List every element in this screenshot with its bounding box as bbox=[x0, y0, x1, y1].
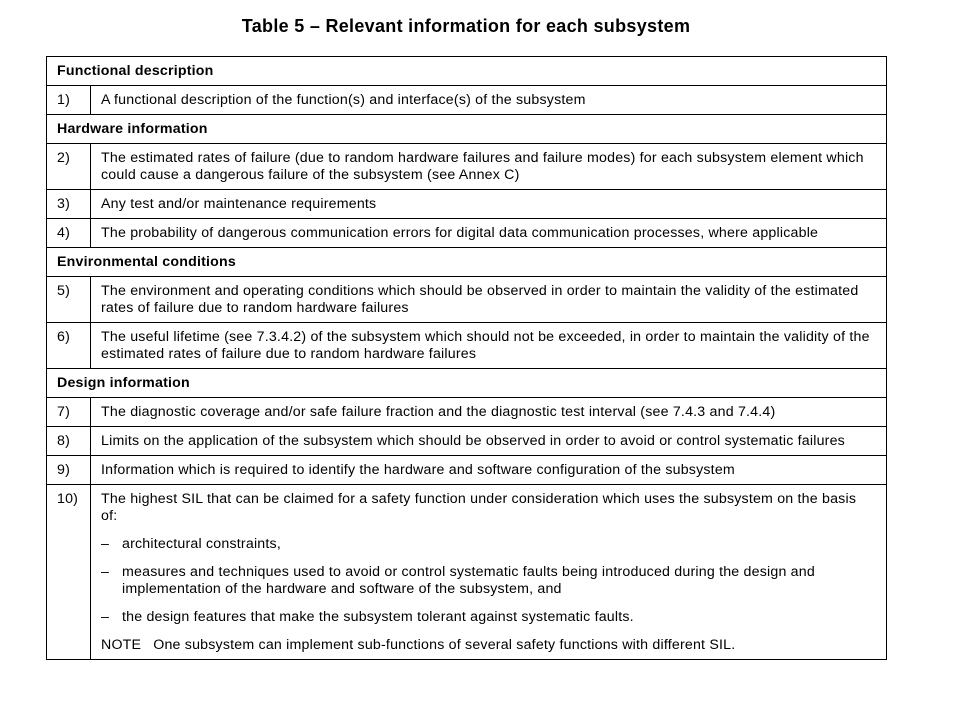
item-description: The diagnostic coverage and/or safe failure fraction and the diagnostic test interval (see 7.4.3 and 7.4.4) bbox=[91, 398, 887, 427]
table-caption: Table 5 – Relevant information for each subsystem bbox=[241, 16, 691, 36]
item-description: The environment and operating conditions which should be observed in order to maintain the validity of the estimated rates of failure due to random hardware failures bbox=[91, 277, 887, 323]
table-row bbox=[47, 456, 887, 485]
item-number: 9) bbox=[47, 456, 91, 485]
item-description: The probability of dangerous communication errors for digital data communication processes, where applicable bbox=[91, 219, 887, 248]
item-number: 4) bbox=[47, 219, 91, 248]
table-row bbox=[47, 190, 887, 219]
list-item-text: architectural constraints, bbox=[122, 536, 281, 552]
item-description: The estimated rates of failure (due to random hardware failures and failure modes) for each subsystem element which could cause a dangerous failure of the subsystem (see Annex C) bbox=[91, 144, 887, 190]
item-number: 3) bbox=[47, 190, 91, 219]
section-header-row bbox=[47, 115, 887, 144]
table-row bbox=[47, 323, 887, 369]
section-heading-design: Design information bbox=[47, 369, 887, 398]
item-description: The useful lifetime (see 7.3.4.2) of the subsystem which should not be exceeded, in order to maintain the validity of the estimated rates of failure due to random hardware failures bbox=[91, 323, 887, 369]
item-number: 7) bbox=[47, 398, 91, 427]
item-number: 2) bbox=[47, 144, 91, 190]
section-heading-functional: Functional description bbox=[47, 57, 887, 86]
list-item bbox=[101, 564, 876, 598]
table-row bbox=[47, 277, 887, 323]
section-header-row bbox=[47, 248, 887, 277]
item-number: 8) bbox=[47, 427, 91, 456]
table-row bbox=[47, 86, 887, 115]
table-row bbox=[47, 144, 887, 190]
table-row bbox=[47, 427, 887, 456]
item-intro-text: The highest SIL that can be claimed for a safety function under consideration which uses the subsystem on the basis of: bbox=[101, 491, 857, 524]
list-item-text: measures and techniques used to avoid or control systematic faults being introduced during the design and implementation of the hardware and software of the subsystem, and bbox=[122, 564, 815, 597]
section-heading-environmental: Environmental conditions bbox=[47, 248, 887, 277]
table-row bbox=[47, 219, 887, 248]
dash-marker: – bbox=[101, 564, 110, 580]
dash-marker: – bbox=[101, 609, 110, 625]
item-description: Information which is required to identify the hardware and software configuration of the subsystem bbox=[91, 456, 887, 485]
list-item-text: the design features that make the subsystem tolerant against systematic faults. bbox=[122, 609, 634, 625]
subsystem-info-table bbox=[46, 56, 887, 660]
note bbox=[101, 637, 876, 654]
table-row bbox=[47, 485, 887, 660]
dash-marker: – bbox=[101, 536, 110, 552]
item-description bbox=[91, 485, 887, 660]
item-number: 10) bbox=[47, 485, 91, 660]
item-description: Any test and/or maintenance requirements bbox=[91, 190, 887, 219]
item-number: 1) bbox=[47, 86, 91, 115]
list-item bbox=[101, 536, 876, 553]
note-text: One subsystem can implement sub-functions of several safety functions with different SIL. bbox=[153, 637, 736, 653]
list-item bbox=[101, 609, 876, 626]
section-heading-hardware: Hardware information bbox=[47, 115, 887, 144]
section-header-row bbox=[47, 369, 887, 398]
section-header-row bbox=[47, 57, 887, 86]
note-label: NOTE bbox=[101, 637, 142, 653]
item-number: 6) bbox=[47, 323, 91, 369]
item-number: 5) bbox=[47, 277, 91, 323]
item-description: Limits on the application of the subsystem which should be observed in order to avoid or control systematic failures bbox=[91, 427, 887, 456]
table-row bbox=[47, 398, 887, 427]
item-description: A functional description of the function(s) and interface(s) of the subsystem bbox=[91, 86, 887, 115]
